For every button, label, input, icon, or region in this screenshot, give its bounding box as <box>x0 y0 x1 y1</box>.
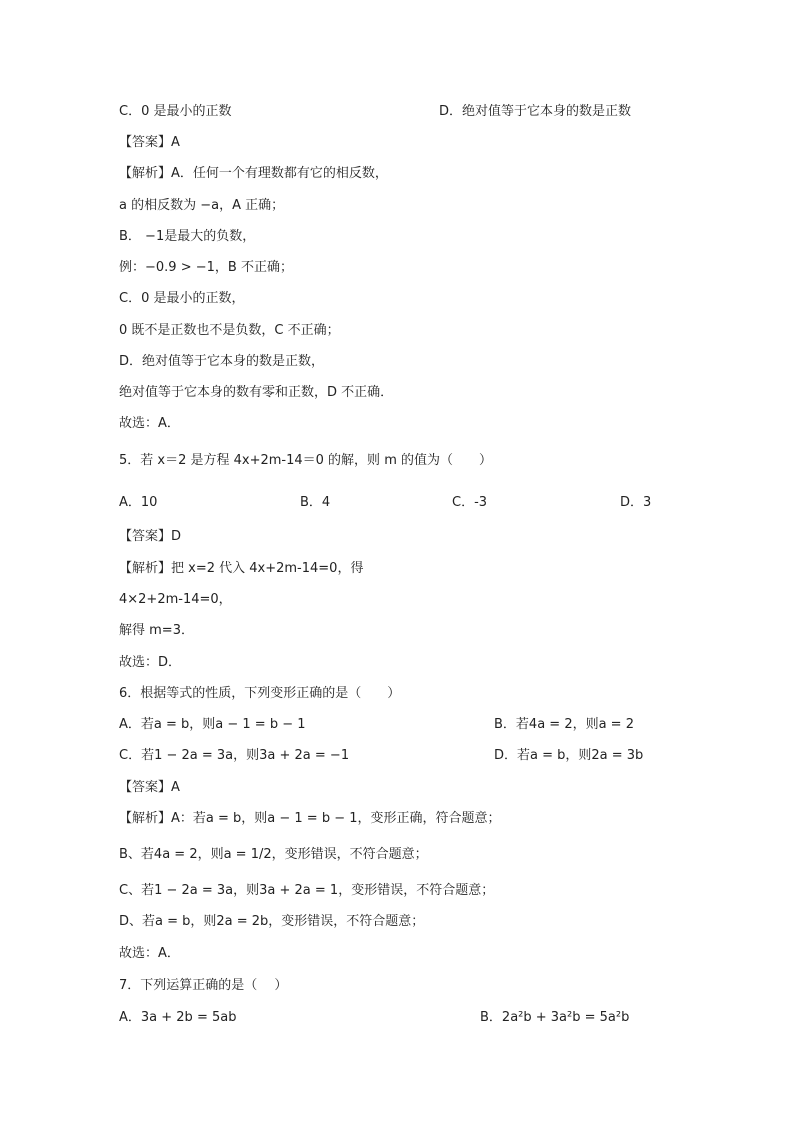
q4-analysis-line: a 的相反数为 −a，A 正确； <box>119 198 285 213</box>
q5-option-b: B．4 <box>300 495 331 510</box>
q4-analysis-line: 绝对值等于它本身的数有零和正数，D 不正确． <box>119 385 394 400</box>
q4-answer: 【答案】A <box>119 135 180 150</box>
q7-option-b: B．2a²b + 3a²b = 5a²b <box>480 1010 630 1025</box>
q6-analysis-line: D、若a = b，则2a = 2b，变形错误，不符合题意； <box>119 914 425 929</box>
q5-analysis-line: 故选：D． <box>119 655 182 670</box>
q6-stem: 6．根据等式的性质，下列变形正确的是（ ） <box>119 686 401 701</box>
q4-analysis-line: 0 既不是正数也不是负数，C 不正确； <box>119 323 340 338</box>
q4-analysis-line: B． −1是最大的负数， <box>119 229 256 244</box>
q5-analysis-line: 【解析】把 x=2 代入 4x+2m-14=0，得 <box>119 561 364 576</box>
q6-option-a: A．若a = b，则a − 1 = b − 1 <box>119 717 306 732</box>
q6-analysis-line: 故选：A． <box>119 946 180 961</box>
q5-option-a: A．10 <box>119 495 158 510</box>
q6-option-b: B．若4a = 2，则a = 2 <box>494 717 634 732</box>
q4-analysis-line: D．绝对值等于它本身的数是正数， <box>119 354 325 369</box>
q5-analysis-line: 4×2+2m-14=0， <box>119 592 232 607</box>
q5-option-c: C．-3 <box>452 495 488 510</box>
q6-answer: 【答案】A <box>119 780 180 795</box>
q4-analysis-line: 【解析】A．任何一个有理数都有它的相反数， <box>119 166 388 181</box>
q5-option-d: D．3 <box>620 495 652 510</box>
q6-analysis-line: B、若4a = 2，则a = 1/2，变形错误，不符合题意； <box>119 847 428 862</box>
q4-option-c: C．0 是最小的正数 <box>119 104 232 119</box>
q4-option-d: D．绝对值等于它本身的数是正数 <box>439 104 632 119</box>
q5-answer: 【答案】D <box>119 529 182 544</box>
q4-analysis-line: 故选：A． <box>119 416 180 431</box>
q4-analysis-line: 例：−0.9 > −1，B 不正确； <box>119 260 293 275</box>
q4-analysis-line: C．0 是最小的正数， <box>119 291 245 306</box>
q6-analysis-line: 【解析】A：若a = b，则a − 1 = b − 1，变形正确，符合题意； <box>119 811 501 826</box>
q7-option-a: A．3a + 2b = 5ab <box>119 1010 237 1025</box>
q6-option-c: C．若1 − 2a = 3a，则3a + 2a = −1 <box>119 748 350 763</box>
q5-stem: 5．若 x＝2 是方程 4x+2m-14＝0 的解，则 m 的值为（ ） <box>119 453 492 468</box>
q6-option-d: D．若a = b，则2a = 3b <box>494 748 644 763</box>
q5-analysis-line: 解得 m=3． <box>119 623 194 638</box>
q7-stem: 7．下列运算正确的是（ ） <box>119 978 288 993</box>
q6-analysis-line: C、若1 − 2a = 3a，则3a + 2a = 1，变形错误，不符合题意； <box>119 883 495 898</box>
